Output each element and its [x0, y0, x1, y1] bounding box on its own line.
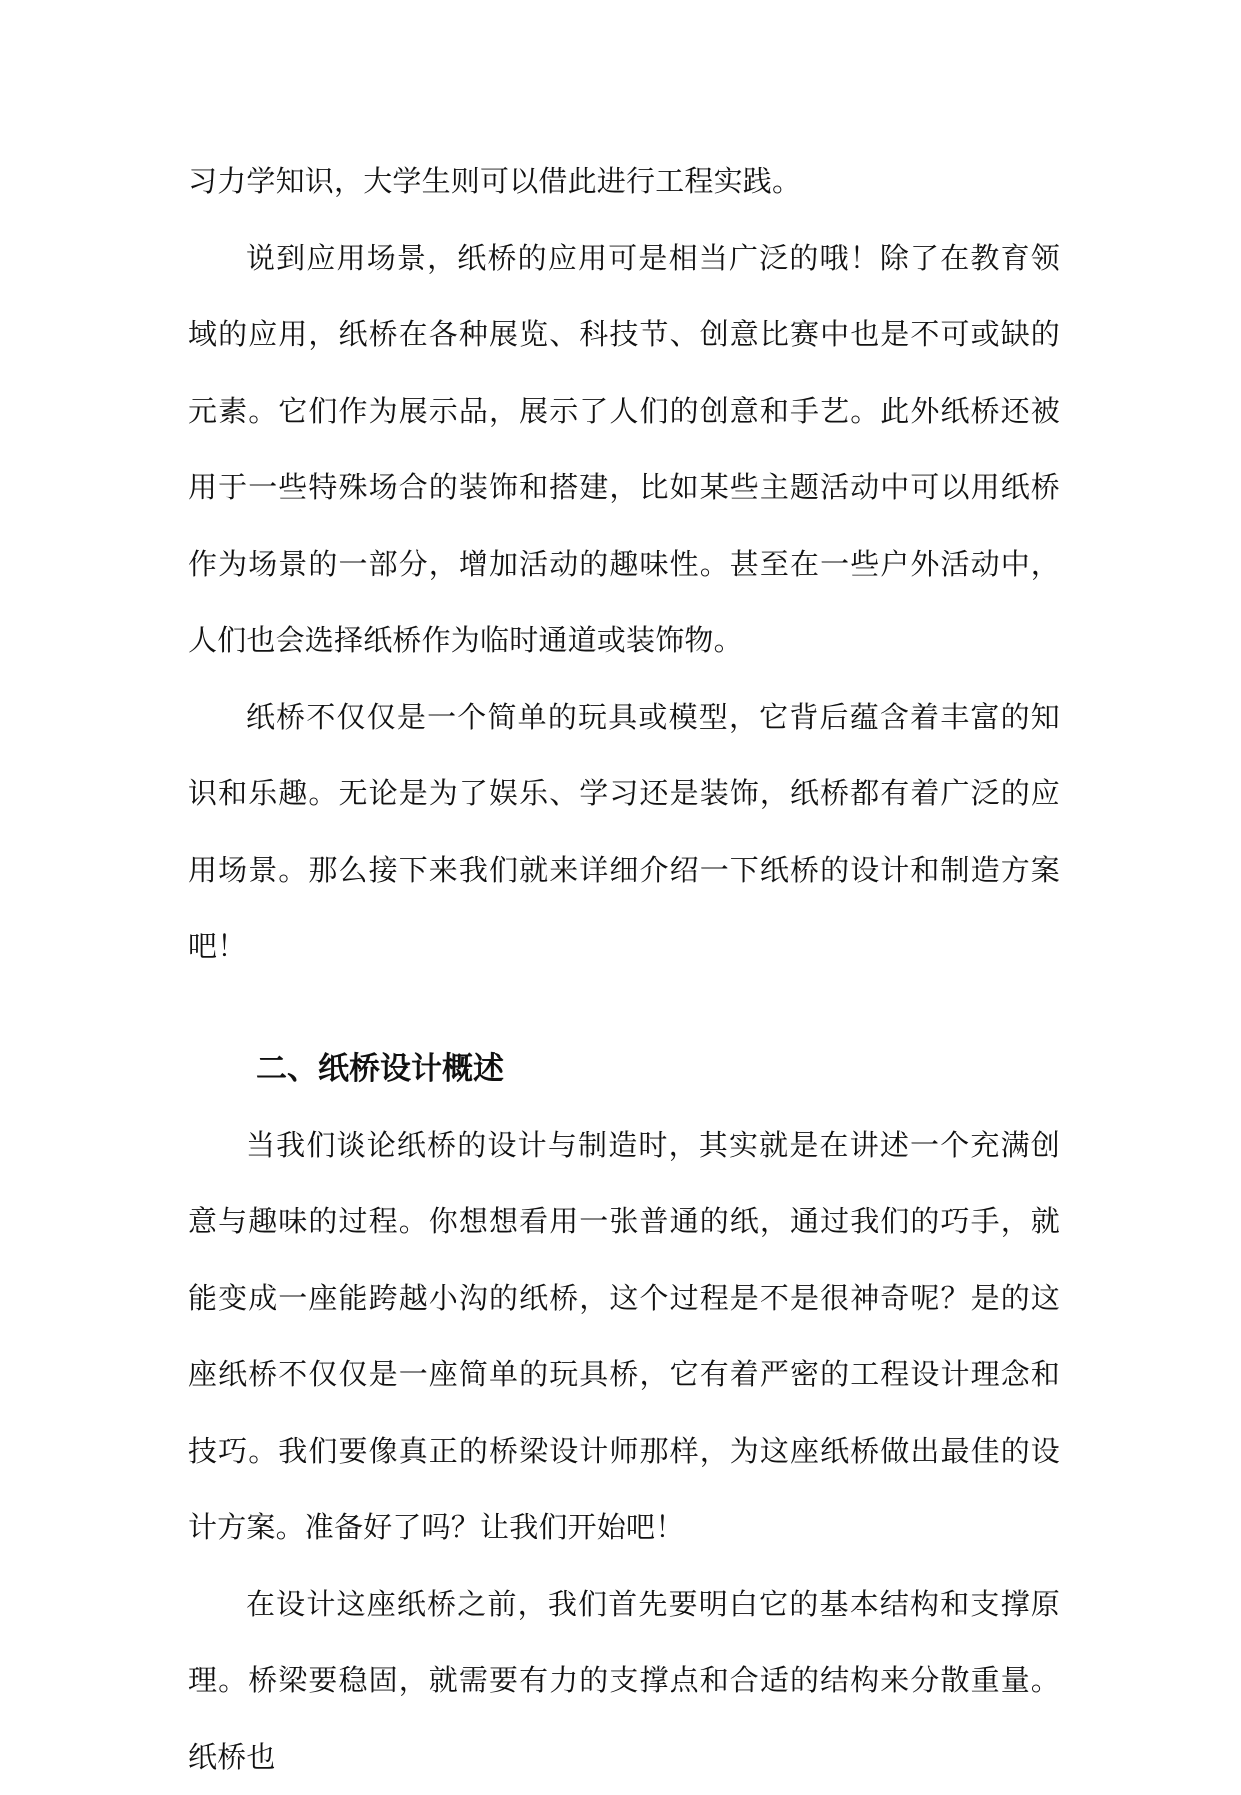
paragraph-structure-principle: 在设计这座纸桥之前，我们首先要明白它的基本结构和支撑原理。桥梁要稳固，就需要有力的支撑点和合适的结构来分散重量。纸桥也 [188, 1566, 1060, 1795]
paragraph-summary: 纸桥不仅仅是一个简单的玩具或模型，它背后蕴含着丰富的知识和乐趣。无论是为了娱乐、学习还是装饰，纸桥都有着广泛的应用场景。那么接下来我们就来详细介绍一下纸桥的设计和制造方案吧！ [188, 679, 1060, 985]
document-body [188, 143, 1060, 1795]
paragraph-design-intro: 当我们谈论纸桥的设计与制造时，其实就是在讲述一个充满创意与趣味的过程。你想想看用一张普通的纸，通过我们的巧手，就能变成一座能跨越小沟的纸桥，这个过程是不是很神奇呢？是的这座纸桥不仅仅是一座简单的玩具桥，它有着严密的工程设计理念和技巧。我们要像真正的桥梁设计师那样，为这座纸桥做出最佳的设计方案。准备好了吗？让我们开始吧！ [188, 1107, 1060, 1566]
section-spacer [188, 985, 1060, 1031]
paragraph-application-scenarios: 说到应用场景，纸桥的应用可是相当广泛的哦！除了在教育领域的应用，纸桥在各种展览、科技节、创意比赛中也是不可或缺的元素。它们作为展示品，展示了人们的创意和手艺。此外纸桥还被用于一些特殊场合的装饰和搭建，比如某些主题活动中可以用纸桥作为场景的一部分，增加活动的趣味性。甚至在一些户外活动中，人们也会选择纸桥作为临时通道或装饰物。 [188, 220, 1060, 679]
paragraph-continuation: 习力学知识，大学生则可以借此进行工程实践。 [188, 143, 1060, 220]
section-heading: 二、纸桥设计概述 [188, 1031, 1060, 1107]
